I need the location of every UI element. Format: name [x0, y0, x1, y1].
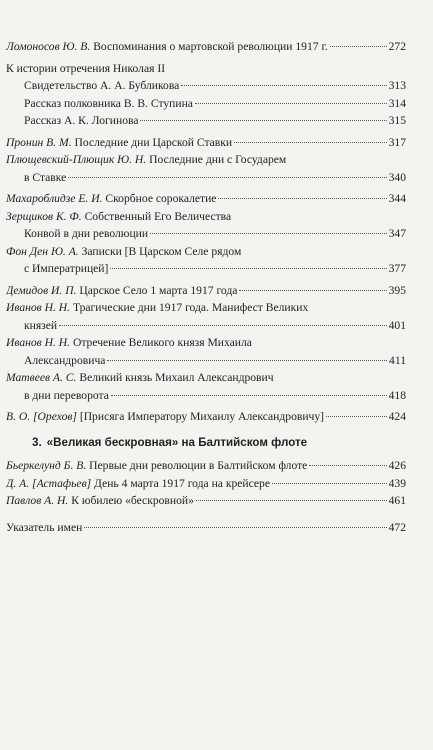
- entry-page: 272: [388, 40, 406, 53]
- entry-page: 401: [388, 318, 406, 332]
- entry-author: Пронин В. М.: [6, 135, 72, 149]
- dot-leader: [326, 415, 387, 417]
- entry-title: Рассказ полковника В. В. Ступина: [24, 96, 193, 110]
- toc-entry-astafiev: [6, 475, 406, 493]
- dot-leader: [309, 464, 386, 466]
- dot-leader: [218, 197, 386, 199]
- entry-title-cont: в дни переворота: [24, 388, 109, 402]
- entry-title-cont: князей: [24, 318, 58, 332]
- dot-leader: [68, 176, 386, 178]
- toc-entry-pronin: [6, 134, 406, 152]
- entry-title: [Присяга Императору Михаилу Александровичу]: [79, 410, 325, 423]
- entry-title: Указатель имен: [6, 520, 83, 534]
- entry-page: 313: [388, 79, 406, 92]
- entry-author: В. О. [Орехов]: [6, 410, 77, 423]
- toc-entry-loginov: [6, 112, 406, 130]
- entry-title: Первые дни революции в Балтийском флоте: [89, 459, 308, 472]
- dot-leader: [234, 141, 387, 143]
- entry-page: 426: [388, 459, 406, 472]
- toc-entry-orekhov: [6, 408, 406, 426]
- entry-page: 340: [388, 170, 406, 184]
- dot-leader: [84, 526, 386, 528]
- dot-leader: [195, 102, 387, 104]
- entry-title: Воспоминания о мартовской революции 1917 г.: [93, 40, 328, 53]
- toc-entry-fon-den: [6, 243, 406, 278]
- entry-page: 472: [388, 520, 406, 534]
- toc-entry-pavlov: [6, 492, 406, 510]
- entry-author: Д. А. [Астафьев]: [6, 476, 92, 490]
- entry-title: Свидетельство А. А. Бубликова: [24, 79, 180, 92]
- entry-page: 395: [388, 283, 406, 297]
- dot-leader: [181, 84, 386, 86]
- entry-author: Плющевский-Плющик Ю. Н.: [6, 153, 147, 166]
- toc-entry-abdication-group: [6, 60, 406, 78]
- toc-entry-stupin: [6, 95, 406, 113]
- entry-title: К истории отречения Николая II: [6, 61, 166, 75]
- toc-entry-plyushchevsky: [6, 151, 406, 186]
- toc-entry-makharoblidze: [6, 190, 406, 208]
- entry-title: Последние дни с Государем: [149, 153, 287, 166]
- table-of-contents: [6, 38, 406, 536]
- entry-page: 411: [389, 353, 406, 367]
- section-number: 3.: [32, 435, 42, 449]
- entry-author: Фон Ден Ю. А.: [6, 244, 79, 258]
- dot-leader: [330, 45, 387, 47]
- entry-page: 317: [388, 135, 406, 149]
- entry-title: Последние дни Царской Ставки: [74, 135, 233, 149]
- entry-title-cont: в Ставке: [24, 170, 67, 184]
- entry-author: Демидов И. П.: [6, 283, 77, 297]
- toc-entry-matveev: [6, 369, 406, 404]
- toc-entry-demidov: [6, 282, 406, 300]
- entry-title-cont: Конвой в дни революции: [24, 227, 149, 240]
- entry-author: Ломоносов Ю. В.: [6, 40, 91, 53]
- dot-leader: [272, 482, 387, 484]
- entry-title: Трагические дни 1917 года. Манифест Великих: [72, 301, 309, 314]
- dot-leader: [150, 232, 387, 234]
- toc-entry-ivanov-2: [6, 334, 406, 369]
- entry-page: 461: [388, 494, 406, 507]
- dot-leader: [140, 119, 386, 121]
- entry-page: 424: [388, 410, 406, 423]
- dot-leader: [107, 359, 387, 361]
- entry-author: Бьеркелунд Б. В.: [6, 459, 87, 472]
- entry-author: Махароблидзе Е. И.: [6, 192, 103, 205]
- entry-title: Рассказ А. К. Логинова: [24, 114, 139, 127]
- toc-entry-bjerkelund: [6, 457, 406, 475]
- entry-title: День 4 марта 1917 года на крейсере: [94, 476, 270, 490]
- entry-page: 439: [388, 476, 406, 490]
- entry-page: 315: [388, 114, 406, 127]
- entry-title: Записки [В Царском Селе рядом: [81, 244, 242, 258]
- entry-page: 344: [388, 192, 406, 205]
- entry-author: Зерщиков К. Ф.: [6, 209, 82, 223]
- dot-leader: [111, 394, 387, 396]
- entry-page: 347: [388, 227, 406, 240]
- entry-title-cont: с Императрицей]: [24, 262, 109, 275]
- toc-entry-bublikov: [6, 77, 406, 95]
- dot-leader: [110, 267, 386, 269]
- section-title: «Великая бескровная» на Балтийском флоте: [46, 435, 308, 449]
- dot-leader: [239, 289, 386, 291]
- entry-title: Скорбное сорокалетие: [105, 192, 217, 205]
- entry-title: Собственный Его Величества: [84, 209, 232, 223]
- entry-title: К юбилею «бескровной»: [71, 494, 194, 507]
- entry-author: Иванов Н. Н.: [6, 301, 71, 314]
- entry-title-cont: Александровича: [24, 353, 106, 367]
- entry-page: 377: [388, 262, 406, 275]
- dot-leader: [59, 324, 387, 326]
- toc-entry-zershchikov: [6, 208, 406, 243]
- toc-entry-index: [6, 519, 406, 537]
- entry-author: Матвеев А. С.: [6, 371, 77, 384]
- dot-leader: [196, 499, 387, 501]
- entry-page: 418: [388, 388, 406, 402]
- toc-entry-lomonosov: [6, 38, 406, 56]
- entry-author: Павлов А. Н.: [6, 494, 69, 507]
- section-heading: [6, 434, 406, 452]
- entry-title: Царское Село 1 марта 1917 года: [79, 283, 238, 297]
- toc-entry-ivanov-1: [6, 299, 406, 334]
- entry-page: 314: [388, 96, 406, 110]
- entry-title: Великий князь Михаил Александрович: [79, 371, 274, 384]
- entry-author: Иванов Н. Н.: [6, 336, 71, 349]
- entry-title: Отречение Великого князя Михаила: [72, 336, 252, 349]
